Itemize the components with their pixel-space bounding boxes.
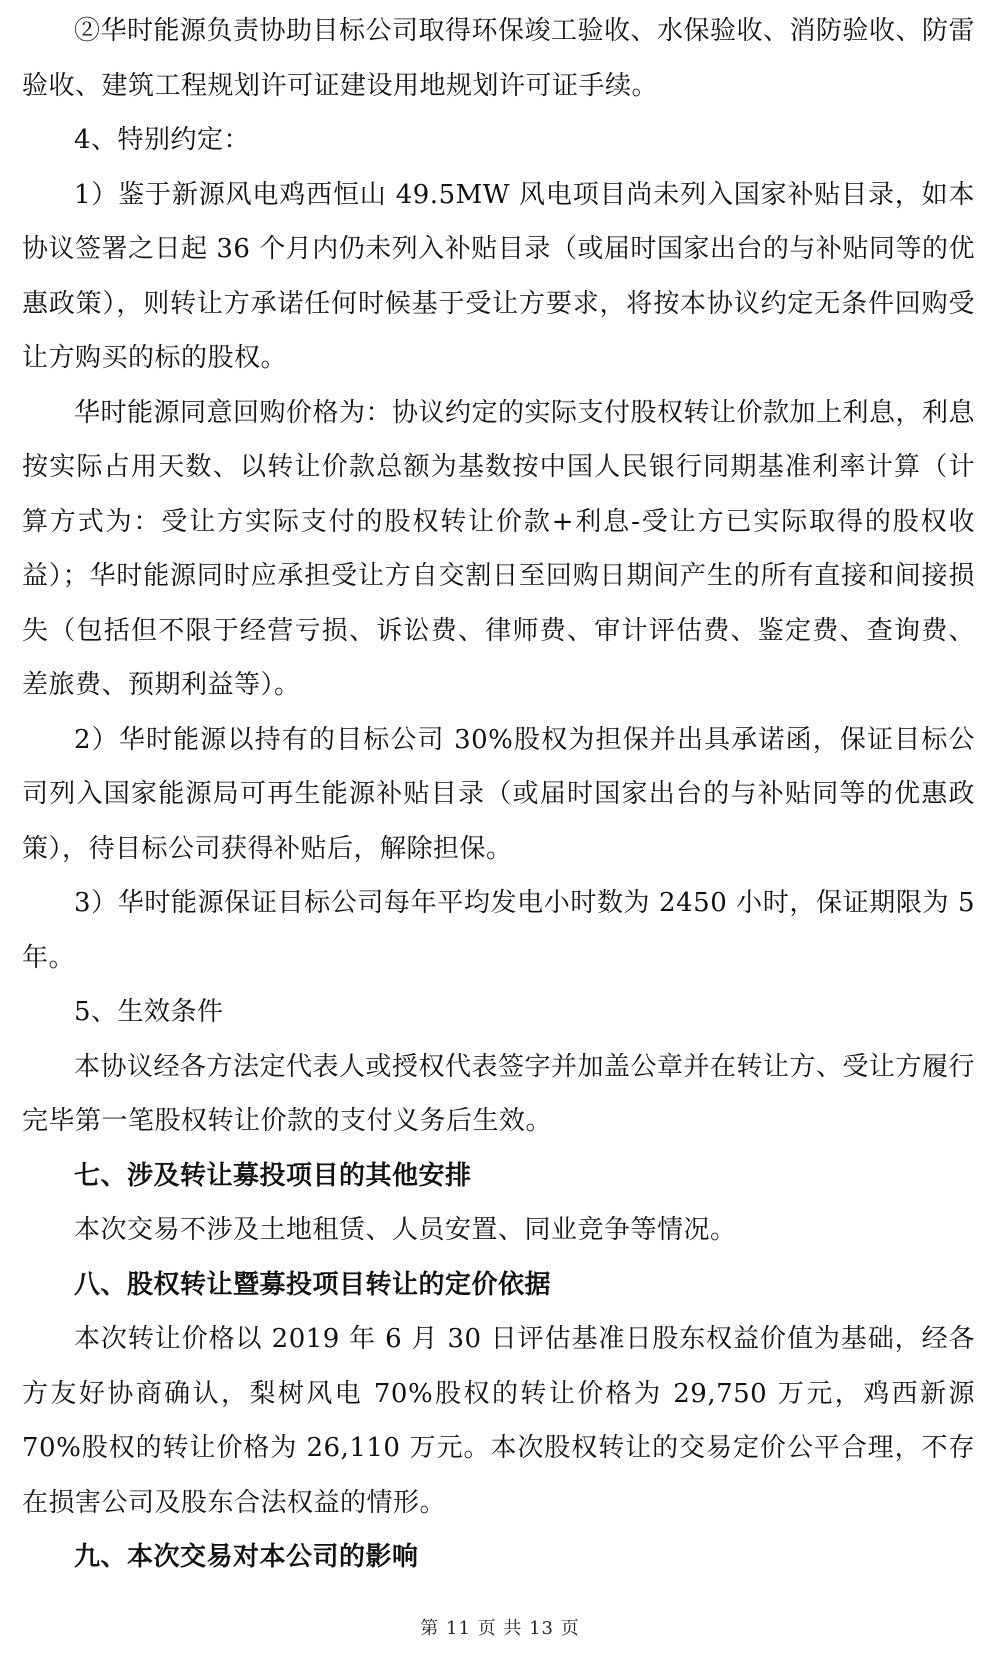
paragraph-equity-guarantee: 2）华时能源以持有的目标公司 30%股权为担保并出具承诺函，保证目标公司列入国家能源局可再生能源补贴目录（或届时国家出台的与补贴同等的优惠政策），待目标公司获得补贴后，解除担保。 xyxy=(22,724,975,864)
paragraph-pricing-basis: 本次转让价格以 2019 年 6 月 30 日评估基准日股东权益价值为基础，经各方友好协商确认，梨树风电 70%股权的转让价格为 29,750 万元，鸡西新源 70%股权的转让价格为 26,110 万元。本次股权转让的交易定价公平合理，不存在损害公司及股东合法权益的情形。 xyxy=(22,1324,975,1518)
section-heading-9: 九、本次交易对本公司的影响 xyxy=(74,1542,419,1572)
heading-effective-conditions: 5、生效条件 xyxy=(74,997,224,1027)
section-heading-7: 七、涉及转让募投项目的其他安排 xyxy=(74,1160,472,1191)
paragraph-repurchase-price: 华时能源同意回购价格为：协议约定的实际支付股权转让价款加上利息，利息按实际占用天数、以转让价款总额为基数按中国人民银行同期基准利率计算（计算方式为：受让方实际支付的股权转让价款+利息-受让方已实际取得的股权收益）；华时能源同时应承担受让方自交割日至回购日期间产生的所有直接和间接损失（包括但不限于经营亏损、诉讼费、律师费、审计评估费、鉴定费、查询费、差旅费、预期利益等）。 xyxy=(22,397,976,700)
paragraph-acceptance-procedures: ②华时能源负责协助目标公司取得环保竣工验收、水保验收、消防验收、防雷验收、建筑工程规划许可证建设用地规划许可证手续。 xyxy=(22,16,976,101)
heading-special-agreement: 4、特别约定： xyxy=(74,125,251,155)
section-heading-8: 八、股权转让暨募投项目转让的定价依据 xyxy=(74,1269,552,1300)
paragraph-subsidy-repurchase: 1）鉴于新源风电鸡西恒山 49.5MW 风电项目尚未列入国家补贴目录，如本协议签署之日起 36 个月内仍未列入补贴目录（或届时国家出台的与补贴同等的优惠政策），则转让方承诺任何时候基于受让方要求，将按本协议约定无条件回购受让方购买的标的股权。 xyxy=(22,179,975,373)
document-body xyxy=(22,4,975,1585)
page-number-footer: 第 11 页 共 13 页 xyxy=(420,1618,580,1639)
paragraph-other-arrangements: 本次交易不涉及土地租赁、人员安置、同业竞争等情况。 xyxy=(74,1215,737,1245)
paragraph-effective-conditions: 本协议经各方法定代表人或授权代表签字并加盖公章并在转让方、受让方履行完毕第一笔股权转让价款的支付义务后生效。 xyxy=(22,1051,976,1136)
paragraph-generation-hours: 3）华时能源保证目标公司每年平均发电小时数为 2450 小时，保证期限为 5 年。 xyxy=(22,888,975,973)
